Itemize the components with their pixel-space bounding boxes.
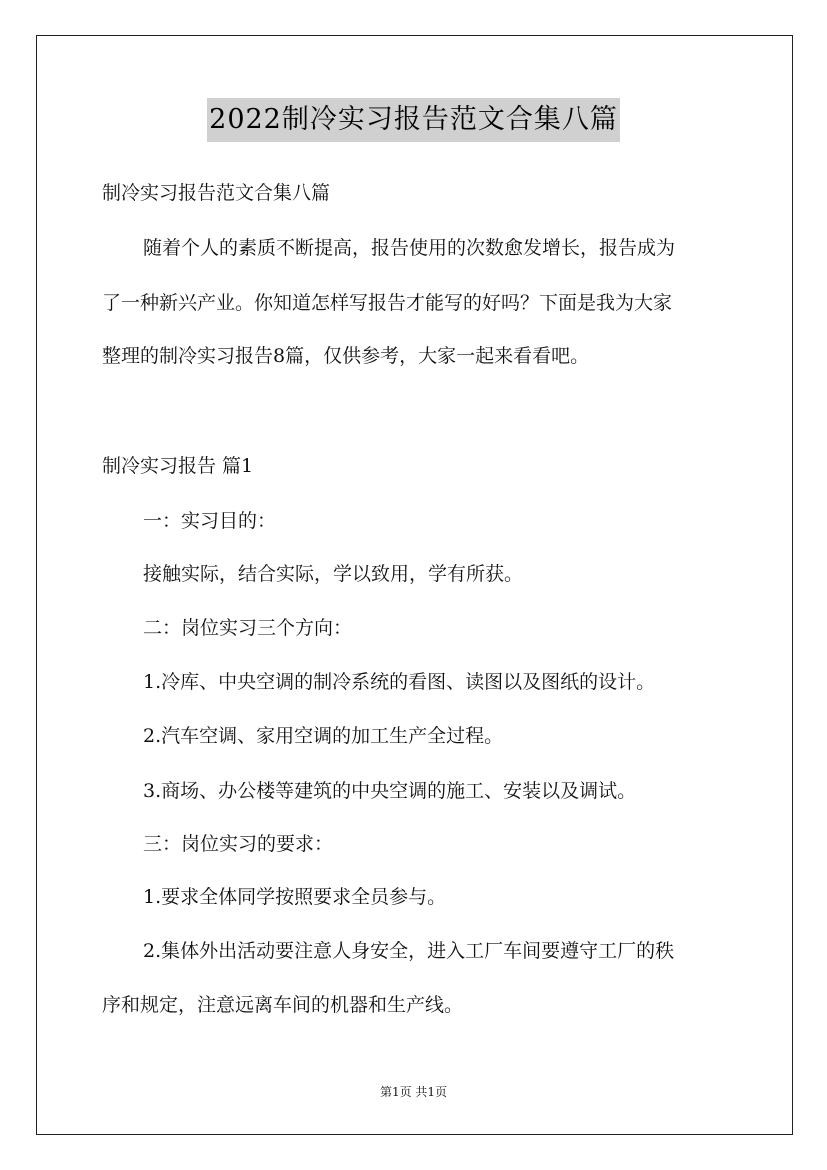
- body-line: 3.商场、办公楼等建筑的中央空调的施工、安装以及调试。: [143, 780, 637, 802]
- title-container: [0, 98, 827, 142]
- body-line: 一：实习目的：: [143, 510, 277, 532]
- page-number: 第1页 共1页: [379, 1085, 448, 1099]
- body-line: 2.集体外出活动要注意人身安全，进入工厂车间要遵守工厂的秩: [143, 940, 675, 962]
- body-line: 2.汽车空调、家用空调的加工生产全过程。: [143, 725, 504, 747]
- intro-line: 随着个人的素质不断提高，报告使用的次数愈发增长，报告成为: [143, 237, 676, 259]
- body-line: 二：岗位实习三个方向：: [143, 617, 353, 639]
- subtitle: 制冷实习报告范文合集八篇: [102, 182, 331, 204]
- body-line: 接触实际，结合实际，学以致用，学有所获。: [143, 563, 524, 585]
- body-line: 1.冷库、中央空调的制冷系统的看图、读图以及图纸的设计。: [143, 671, 656, 693]
- body-line: 序和规定，注意远离车间的机器和生产线。: [102, 994, 464, 1016]
- intro-line: 整理的制冷实习报告8篇，仅供参考，大家一起来看看吧。: [102, 345, 590, 367]
- document-title: 2022制冷实习报告范文合集八篇: [207, 98, 620, 142]
- section-heading: 制冷实习报告 篇1: [102, 455, 254, 477]
- intro-line: 了一种新兴产业。你知道怎样写报告才能写的好吗？下面是我为大家: [102, 292, 673, 314]
- body-line: 三：岗位实习的要求：: [143, 833, 334, 855]
- body-line: 1.要求全体同学按照要求全员参与。: [143, 886, 447, 908]
